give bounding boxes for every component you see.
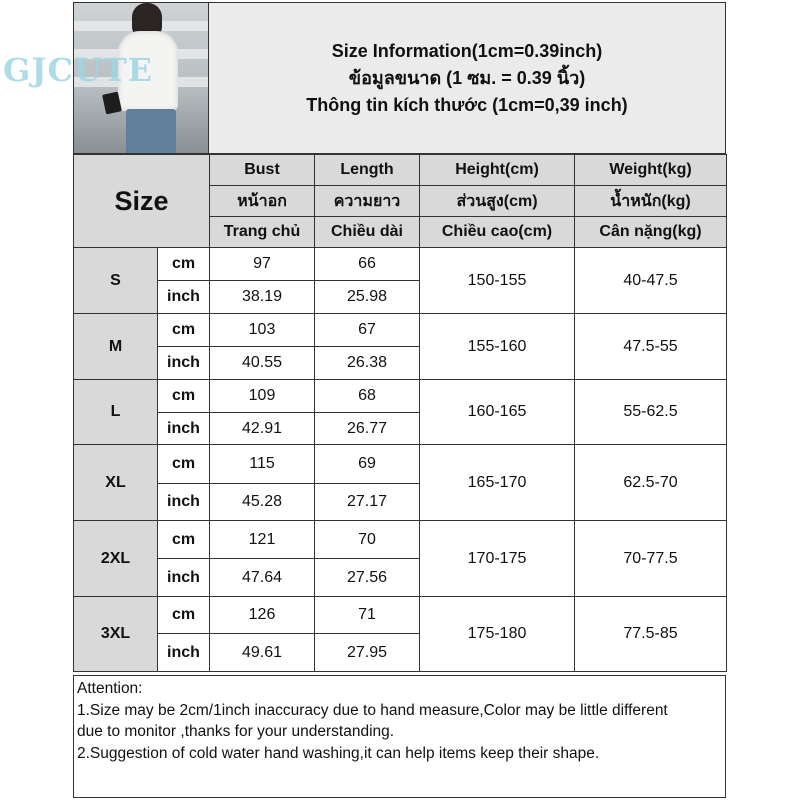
attention-line-3: 2.Suggestion of cold water hand washing,it can help items keep their shape.: [77, 744, 600, 762]
length-cm-value: 68: [315, 380, 420, 413]
height-value: 170-175: [420, 521, 575, 597]
length-cm-value: 67: [315, 314, 420, 347]
bust-inch-value: 45.28: [210, 484, 315, 521]
header-line-thai: ข้อมูลขนาด (1 ซม. = 0.39 นิ้ว): [348, 67, 586, 88]
height-value: 155-160: [420, 314, 575, 380]
bust-inch-value: 42.91: [210, 413, 315, 445]
unit-cm: cm: [158, 521, 210, 559]
unit-cm: cm: [158, 597, 210, 634]
length-header: Length: [315, 155, 420, 186]
length-cm-value: 69: [315, 445, 420, 484]
attention-line-2: due to monitor ,thanks for your understanding.: [77, 723, 395, 740]
table-row: [74, 445, 727, 484]
bust-cm-value: 97: [210, 248, 315, 281]
height-value: 150-155: [420, 248, 575, 314]
weight-value: 70-77.5: [575, 521, 727, 597]
height-header-vietnamese: Chiều cao(cm): [420, 217, 575, 248]
bust-cm-value: 126: [210, 597, 315, 634]
unit-cm: cm: [158, 445, 210, 484]
bust-cm-value: 115: [210, 445, 315, 484]
unit-inch: inch: [158, 347, 210, 380]
length-inch-value: 26.77: [315, 413, 420, 445]
size-table: [73, 154, 727, 672]
weight-header-thai: น้ำหนัก(kg): [575, 186, 727, 217]
bust-header-vietnamese: Trang chủ: [210, 217, 315, 248]
length-cm-value: 70: [315, 521, 420, 559]
attention-notes: [73, 675, 726, 798]
bust-inch-value: 49.61: [210, 634, 315, 672]
unit-inch: inch: [158, 559, 210, 597]
brand-watermark: GJCUTE: [3, 51, 154, 89]
bust-inch-value: 47.64: [210, 559, 315, 597]
weight-header-vietnamese: Cân nặng(kg): [575, 217, 727, 248]
table-row: [74, 380, 727, 413]
size-label: L: [74, 380, 158, 445]
height-value: 175-180: [420, 597, 575, 672]
bust-inch-value: 40.55: [210, 347, 315, 380]
length-cm-value: 71: [315, 597, 420, 634]
size-label: 2XL: [74, 521, 158, 597]
unit-inch: inch: [158, 484, 210, 521]
table-header-row-1: [74, 155, 727, 186]
weight-value: 40-47.5: [575, 248, 727, 314]
bust-cm-value: 103: [210, 314, 315, 347]
height-header-thai: ส่วนสูง(cm): [420, 186, 575, 217]
height-header: Height(cm): [420, 155, 575, 186]
bust-header: Bust: [210, 155, 315, 186]
unit-inch: inch: [158, 634, 210, 672]
weight-header: Weight(kg): [575, 155, 727, 186]
size-label: 3XL: [74, 597, 158, 672]
length-inch-value: 27.17: [315, 484, 420, 521]
size-label: M: [74, 314, 158, 380]
length-inch-value: 25.98: [315, 281, 420, 314]
unit-cm: cm: [158, 248, 210, 281]
length-inch-value: 27.95: [315, 634, 420, 672]
weight-value: 55-62.5: [575, 380, 727, 445]
height-value: 165-170: [420, 445, 575, 521]
length-inch-value: 27.56: [315, 559, 420, 597]
header-line-vietnamese: Thông tin kích thước (1cm=0,39 inch): [306, 94, 628, 115]
weight-value: 62.5-70: [575, 445, 727, 521]
table-row: [74, 597, 727, 634]
jeans-image: [126, 109, 176, 154]
weight-value: 47.5-55: [575, 314, 727, 380]
size-label: XL: [74, 445, 158, 521]
size-label: S: [74, 248, 158, 314]
weight-value: 77.5-85: [575, 597, 727, 672]
attention-line-1: 1.Size may be 2cm/1inch inaccuracy due to hand measure,Color may be little different: [77, 701, 668, 719]
bust-cm-value: 121: [210, 521, 315, 559]
size-chart: [73, 2, 726, 798]
table-row: [74, 314, 727, 347]
unit-cm: cm: [158, 314, 210, 347]
length-cm-value: 66: [315, 248, 420, 281]
length-header-vietnamese: Chiều dài: [315, 217, 420, 248]
unit-inch: inch: [158, 413, 210, 445]
length-header-thai: ความยาว: [315, 186, 420, 217]
unit-cm: cm: [158, 380, 210, 413]
bust-inch-value: 38.19: [210, 281, 315, 314]
table-row: [74, 248, 727, 281]
table-row: [74, 521, 727, 559]
bust-cm-value: 109: [210, 380, 315, 413]
size-column-header: Size: [74, 155, 210, 248]
length-inch-value: 26.38: [315, 347, 420, 380]
size-info-header: [209, 2, 726, 154]
header-line-english: Size Information(1cm=0.39inch): [331, 40, 603, 61]
unit-inch: inch: [158, 281, 210, 314]
attention-title: Attention:: [77, 680, 143, 697]
height-value: 160-165: [420, 380, 575, 445]
bust-header-thai: หน้าอก: [210, 186, 315, 217]
